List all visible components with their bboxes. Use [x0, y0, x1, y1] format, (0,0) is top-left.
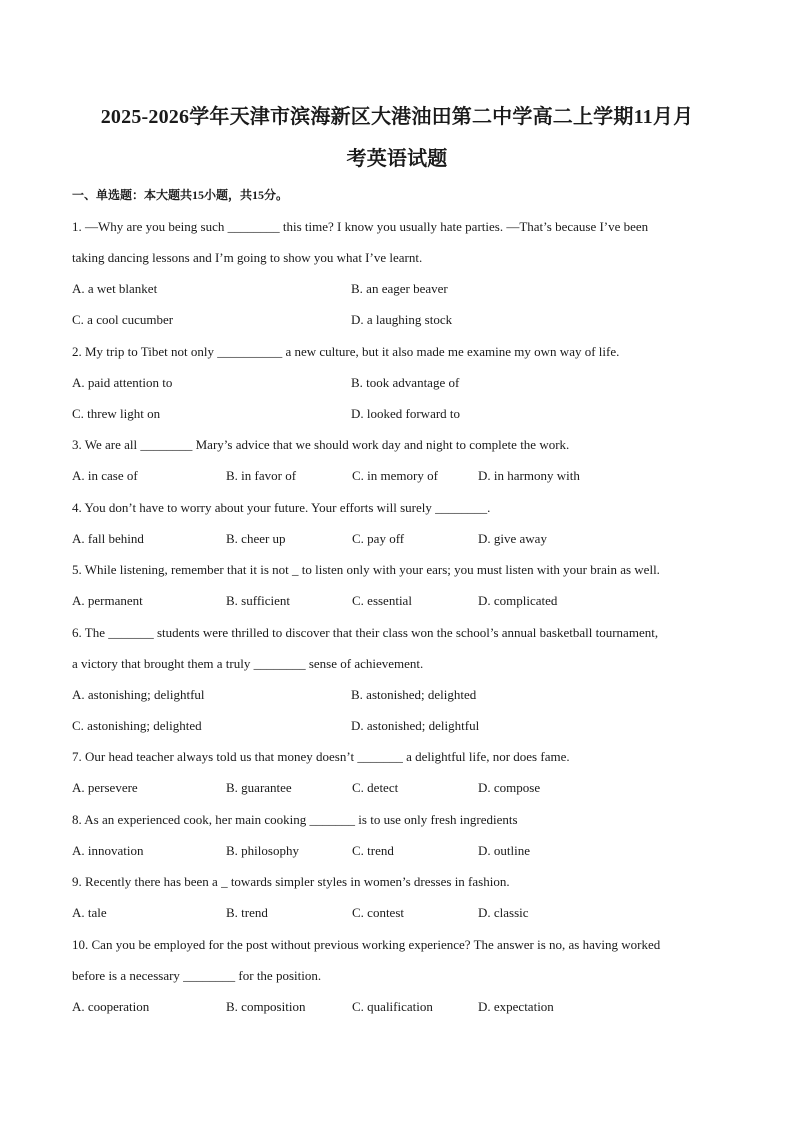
question-5-text: 5. While listening, remember that it is not _ to listen only with your ears; you must listen with your brain as well. [72, 562, 660, 577]
question-4-option-c[interactable]: C. pay off [352, 531, 405, 546]
question-7-option-a[interactable]: A. persevere [72, 780, 138, 795]
question-6-option-c[interactable]: C. astonishing; delighted [72, 718, 202, 733]
question-5-option-a[interactable]: A. permanent [72, 593, 143, 608]
question-5-option-c[interactable]: C. essential [352, 593, 412, 608]
question-3-option-c[interactable]: C. in memory of [352, 468, 438, 483]
question-1-option-d[interactable]: D. a laughing stock [351, 312, 453, 327]
exam-title-line2: 考英语试题 [346, 148, 448, 170]
question-7-option-d[interactable]: D. compose [478, 780, 541, 795]
question-10-text: 10. Can you be employed for the post without previous working experience? The answer is no, as having worked [72, 937, 661, 952]
question-10-option-d[interactable]: D. expectation [478, 999, 554, 1014]
question-8-option-d[interactable]: D. outline [478, 843, 530, 858]
question-10-option-c[interactable]: C. qualification [352, 999, 433, 1014]
question-6-option-b[interactable]: B. astonished; delighted [351, 687, 477, 702]
question-1-option-a[interactable]: A. a wet blanket [72, 281, 158, 296]
question-2-option-b[interactable]: B. took advantage of [351, 375, 460, 390]
question-4-option-a[interactable]: A. fall behind [72, 531, 144, 546]
exam-title-line1: 2025-2026学年天津市滨海新区大港油田第二中学高二上学期11月月 [100, 106, 694, 128]
question-4-text: 4. You don’t have to worry about your future. Your efforts will surely ________. [72, 500, 491, 515]
question-6-option-a[interactable]: A. astonishing; delightful [72, 687, 205, 702]
question-3-option-b[interactable]: B. in favor of [226, 468, 297, 483]
question-8-text: 8. As an experienced cook, her main cooking _______ is to use only fresh ingredients [72, 812, 518, 827]
question-10-option-a[interactable]: A. cooperation [72, 999, 150, 1014]
question-2-option-a[interactable]: A. paid attention to [72, 375, 173, 390]
question-3-option-d[interactable]: D. in harmony with [478, 468, 580, 483]
question-5-option-b[interactable]: B. sufficient [226, 593, 291, 608]
question-2-option-c[interactable]: C. threw light on [72, 406, 161, 421]
question-9-option-a[interactable]: A. tale [72, 905, 107, 920]
question-7-option-b[interactable]: B. guarantee [226, 780, 292, 795]
question-1-option-b[interactable]: B. an eager beaver [351, 281, 448, 296]
question-3-text: 3. We are all ________ Mary’s advice that we should work day and night to complete the work. [72, 437, 570, 452]
question-2-option-d[interactable]: D. looked forward to [351, 406, 461, 421]
question-7-text: 7. Our head teacher always told us that money doesn’t _______ a delightful life, nor does fame. [72, 749, 570, 764]
question-6-text: 6. The _______ students were thrilled to discover that their class won the school’s annual basketball tournament, [72, 625, 659, 640]
question-1-option-c[interactable]: C. a cool cucumber [72, 312, 174, 327]
question-6-text: a victory that brought them a truly ________ sense of achievement. [72, 656, 424, 671]
question-1-text: 1. —Why are you being such ________ this time? I know you usually hate parties. —That’s because I’ve been [72, 219, 649, 234]
question-10-text: before is a necessary ________ for the position. [72, 968, 322, 983]
question-10-option-b[interactable]: B. composition [226, 999, 306, 1014]
question-5-option-d[interactable]: D. complicated [478, 593, 558, 608]
question-7-option-c[interactable]: C. detect [352, 780, 399, 795]
section-heading: 一、单选题：本大题共15小题，共15分。 [72, 188, 289, 202]
question-9-option-d[interactable]: D. classic [478, 905, 529, 920]
question-6-option-d[interactable]: D. astonished; delightful [351, 718, 480, 733]
question-8-option-a[interactable]: A. innovation [72, 843, 144, 858]
question-8-option-b[interactable]: B. philosophy [226, 843, 299, 858]
question-9-option-c[interactable]: C. contest [352, 905, 404, 920]
question-4-option-d[interactable]: D. give away [478, 531, 547, 546]
question-9-option-b[interactable]: B. trend [226, 905, 268, 920]
question-8-option-c[interactable]: C. trend [352, 843, 394, 858]
question-1-text: taking dancing lessons and I’m going to show you what I’ve learnt. [72, 250, 423, 265]
question-3-option-a[interactable]: A. in case of [72, 468, 138, 483]
question-4-option-b[interactable]: B. cheer up [226, 531, 286, 546]
question-9-text: 9. Recently there has been a _ towards simpler styles in women’s dresses in fashion. [72, 874, 510, 889]
question-2-text: 2. My trip to Tibet not only __________ a new culture, but it also made me examine my own way of life. [72, 344, 620, 359]
